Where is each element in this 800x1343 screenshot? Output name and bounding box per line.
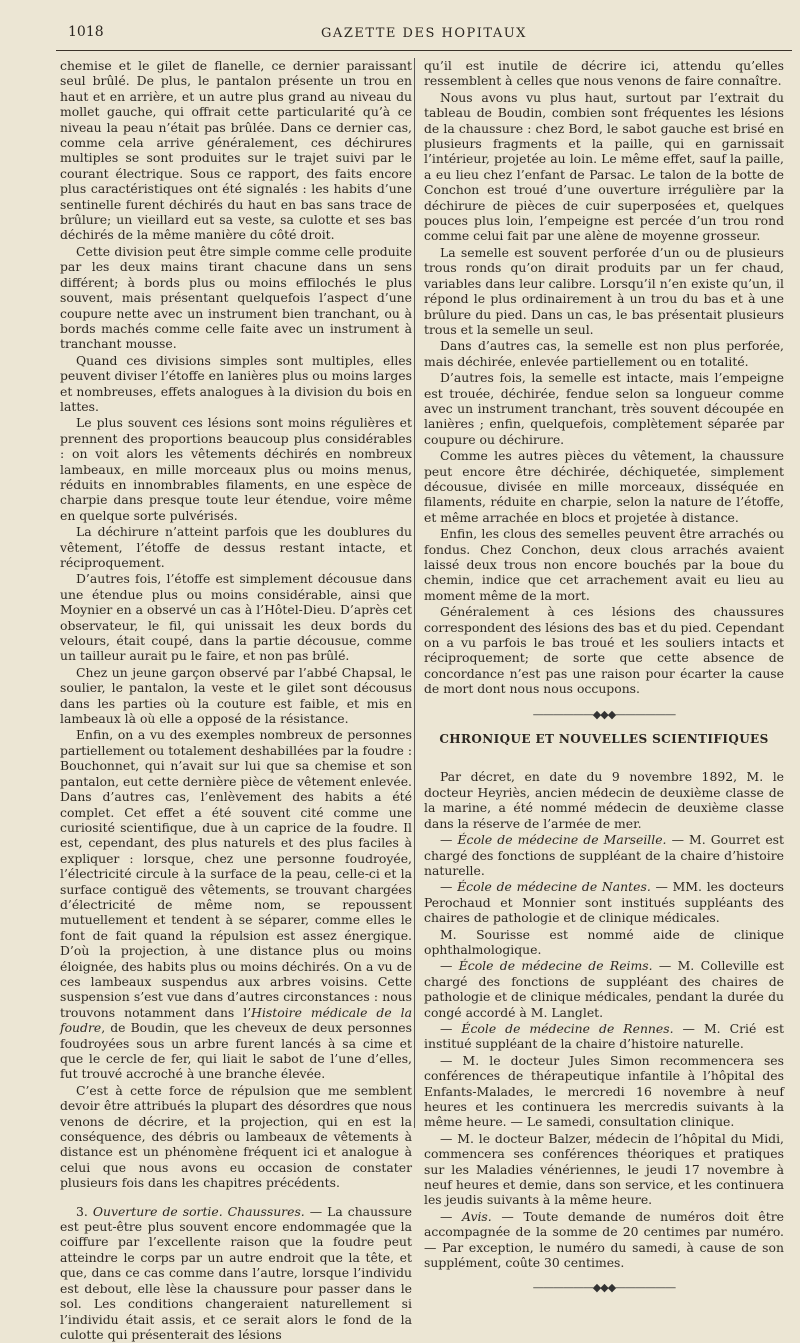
paragraph: D’autres fois, l’étoffe est simplement décousue dans une étendue plus ou moins considérable, ainsi que Moynier en a observé un cas à l’Hôtel-Dieu. D’après cet observateur, le fil, qui unissait les deux bords du velours, était coupé, dans la partie décousue, comme un tailleur aurait pu le faire, et non pas brûlé. — [60, 571, 412, 664]
column-divider — [414, 58, 415, 1128]
news-item: — M. le docteur Balzer, médecin de l’hôpital du Midi, commencera ses conférences théoriques et pratiques sur les Maladies vénériennes, le jeudi 17 novembre à neuf heures et demie, dans son service, et les continuera les jeudis suivants à la même heure. — [424, 1130, 784, 1208]
text-run: — La chaussure est peut-être plus souvent encore endommagée que la coiffure par l’excellente raison que la foudre peut atteindre le corps par un autre endroit que la tête, et que, dans ce cas comme dans l’autre, lorsque l’individu est debout, elle lèse la chaussure pour passer dans le sol. Les conditions changeraient naturellement si l’individu était assis, et ce serait alors le fond de la culotte qui présenterait des lésions — [60, 1203, 412, 1342]
news-item — [424, 1021, 784, 1052]
paragraph: C’est à cette force de répulsion que me semblent devoir être attribués la plupart des désordres que nous venons de décrire, et la projection, qui en est la conséquence, des débris ou lambeaux de vêtements à distance est un phénomène fréquent ici et analogue à celui que nous avons eu occasion de constater plusieurs fois dans les chapitres précédents. — [60, 1082, 412, 1191]
news-heading: École de médecine de Reims. — [458, 958, 653, 974]
paragraph: Quand ces divisions simples sont multiples, elles peuvent diviser l’étoffe en lanières plus ou moins larges et nombreuses, effets analogues à la division du bois en lattes. — [60, 352, 412, 414]
news-heading: École de médecine de Rennes. — [461, 1020, 674, 1036]
paragraph: chemise et le gilet de flanelle, ce dernier paraissant seul brûlé. De plus, le pantalon présente un trou en haut et en arrière, et un autre plus grand au niveau du mollet gauche, qui offrait cette particularité qu’à ce niveau la peau n’était pas brûlée. Dans ce dernier cas, comme cela arrive généralement, ces déchirures multiples se sont produites sur le trajet suivi par le courant électrique. Sous ce rapport, des faits encore plus caractéristiques ont été signalés : les habits d’une sentinelle furent déchirés du haut en bas sans trace de brûlure; un vieillard eut sa veste, sa culotte et ses bas déchirés de la même manière du côté droit. — [60, 58, 412, 243]
news-item: Par décret, en date du 9 novembre 1892, M. le docteur Heyriès, ancien médecin de deuxième classe de la marine, a été nommé médecin de deuxième classe dans la réserve de l’armée de mer. — [424, 769, 784, 831]
news-item — [424, 832, 784, 878]
news-heading: Avis. — [462, 1208, 492, 1224]
page-header — [56, 20, 792, 51]
dash: — — [440, 879, 458, 895]
right-column — [424, 58, 784, 1306]
news-item — [424, 879, 784, 925]
news-heading: École de médecine de Nantes. — [457, 879, 651, 895]
text-run: Enfin, on a vu des exemples nombreux de personnes partiellement ou totalement deshabillées par la foudre : Bouchonnet, qui n’avait sur lui que sa chemise et son pantalon, eut cette dernière pièce de vêtement enlevée. Dans d’autres cas, l’enlèvement des habits a été complet. Cet effet a été souvent cité comme une curiosité scientifique, due à un caprice de la foudre. Il est, cependant, des plus naturels et des plus faciles à expliquer : lorsque, chez une personne foudroyée, l’électricité circule à la surface de la peau, celle-ci et la surface contiguë des vêtements, se trouvant chargées d’électricité de même nom, se repoussent mutuellement et tendent à se séparer, comme elles le font de fait quand la répulsion est assez énergique. D’où la projection, à une distance plus ou moins éloignée, des habits plus ou moins déchirés. On a vu de ces lambeaux suspendus aux arbres voisins. Cette suspension s’est vue dans d’autres circonstances : nous trouvons notamment dans l’ — [60, 727, 412, 1020]
section-title: CHRONIQUE ET NOUVELLES SCIENTIFIQUES — [439, 732, 769, 747]
text-run: — Toute demande de numéros doit être accompagnée de la somme de 20 centimes par numéro. — Par exception, le numéro du samedi, à cause de son supplément, coûte 30 centimes. — [424, 1208, 784, 1271]
paragraph: Généralement à ces lésions des chaussures correspondent des lésions des bas et du pied. Cependant on a vu parfois le bas troué et les souliers intacts et réciproquement; de sorte que cette absence de concordance n’est pas une raison pour écarter la cause de mort dont nous nous occupons. — [424, 604, 784, 697]
page-number: 1018 — [68, 24, 104, 40]
paragraph: Le plus souvent ces lésions sont moins régulières et prennent des proportions beaucoup plus considérables : on voit alors les vêtements déchirés en nombreux lambeaux, en mille morceaux plus ou moins menus, réduits en innombrables filaments, en une espèce de charpie dans presque toute leur étendue, voire même en quelque sorte pulvérisés. — [60, 415, 412, 523]
ornament-divider: ——————◆◆◆—————— — [532, 707, 676, 721]
dash: — — [440, 958, 459, 974]
paragraph: D’autres fois, la semelle est intacte, mais l’empeigne est trouée, déchirée, fendue selon sa longueur comme avec un instrument tranchant, très souvent découpée en lanières ; enfin, quelquefois, complètement séparée par coupure ou déchirure. — [424, 370, 784, 447]
paragraph: Dans d’autres cas, la semelle est non plus perforée, mais déchirée, enlevée partiellement ou en totalité. — [424, 338, 784, 369]
left-column — [60, 58, 412, 1343]
journal-title: GAZETTE DES HOPITAUX — [321, 26, 527, 41]
paragraph — [60, 727, 412, 1081]
dash: — — [440, 1208, 462, 1224]
paragraph: Chez un jeune garçon observé par l’abbé Chapsal, le soulier, le pantalon, la veste et le gilet sont décousus dans les parties où la couture est faible, et mis en lambeaux là où elle a opposé de la résistance. — [60, 664, 412, 727]
paragraph — [60, 1204, 412, 1343]
paragraph: La déchirure n’atteint parfois que les doublures du vêtement, l’étoffe de dessus restant intacte, et réciproquement. — [60, 524, 412, 570]
dash: — — [440, 1020, 462, 1036]
news-item — [424, 958, 784, 1020]
news-item: M. Sourisse est nommé aide de clinique ophthalmologique. — [424, 926, 784, 957]
paragraph: qu’il est inutile de décrire ici, attendu qu’elles ressemblent à celles que nous venons de faire connaître. — [424, 58, 784, 89]
text-run: — M. Colleville est chargé des fonctions de suppléant des chaires de pathologie et de clinique médicales, pendant la durée du congé accordé à M. Langlet. — [424, 958, 784, 1020]
news-item — [424, 1209, 784, 1271]
paragraph: Cette division peut être simple comme celle produite par les deux mains tirant chacune dans un sens différent; à bords plus ou moins effilochés le plus souvent, mais présentant quelquefois l’aspect d’une coupure nette avec un instrument bien tranchant, ou à bords machés comme celle faite avec un instrument à tranchant mousse. — [60, 243, 412, 352]
paragraph: Comme les autres pièces du vêtement, la chaussure peut encore être déchirée, déchiquetée, simplement décousue, divisée en mille morceaux, disséquée en filaments, réduite en charpie, selon la nature de l’étoffe, et même arrachée en blocs et projetée à distance. — [424, 448, 784, 525]
text-run: — MM. les docteurs Perochaud et Monnier sont institués suppléants des chaires de pathologie et de clinique médicales. — [424, 879, 784, 926]
text-run: — M. Gourret est chargé des fonctions de suppléant de la chaire d’histoire naturelle. — [424, 832, 785, 878]
news-heading: École de médecine de Marseille. — [457, 832, 667, 848]
section-heading: Ouverture de sortie. Chaussures. — [92, 1203, 305, 1219]
paragraph: Nous avons vu plus haut, surtout par l’extrait du tableau de Boudin, combien sont fréquentes les lésions de la chaussure : chez Bord, le sabot gauche est brisé en plusieurs fragments et la paille, qui en garnissait l’intérieur, projetée au loin. Le même effet, sauf la paille, a eu lieu chez l’enfant de Parsac. Le talon de la botte de Conchon est troué d’une ouverture irrégulière par la déchirure de pièces de cuir superposées et, quelques pouces plus loin, l’empeigne est percée d’un trou rond comme celui fait par une alène de moyenne grosseur. — [424, 89, 784, 244]
book-title: Histoire médicale de la foudre — [60, 1004, 412, 1036]
paragraph: La semelle est souvent perforée d’un ou de plusieurs trous ronds qu’on dirait produits par un fer chaud, variables dans leur calibre. Lorsqu’il n’en existe qu’un, il répond le plus ordinairement à un trou du bas et à une brûlure du pied. Dans un cas, le bas présentait plusieurs trous et la semelle un seul. — [424, 244, 784, 337]
text-run: — M. Crié est institué suppléant de la chaire d’histoire naturelle. — [424, 1020, 784, 1052]
section-number: 3. — [76, 1203, 93, 1219]
news-item: — M. le docteur Jules Simon recommencera ses conférences de thérapeutique infantile à l’hôpital des Enfants-Malades, le mercredi 16 novembre à neuf heures et les continuera les mercredis suivants à la même heure. — Le samedi, consultation clinique. — [424, 1052, 784, 1130]
dash: — — [440, 832, 458, 848]
ornament-divider-bottom: ——————◆◆◆—————— — [532, 1281, 676, 1295]
paragraph: Enfin, les clous des semelles peuvent être arrachés ou fondus. Chez Conchon, deux clous arrachés avaient laissé deux trous non encore bouchés par la boue du chemin, indice que cet arrachement avait eu lieu au moment même de la mort. — [424, 526, 784, 603]
spacer — [60, 1192, 412, 1204]
text-run: , de Boudin, que les cheveux de deux personnes foudroyées sous un arbre furent lancés à sa cime et que le cercle de fer, qui liait le sabot de l’une d’elles, fut trouvé accroché à une branche élevée. — [60, 1020, 412, 1082]
